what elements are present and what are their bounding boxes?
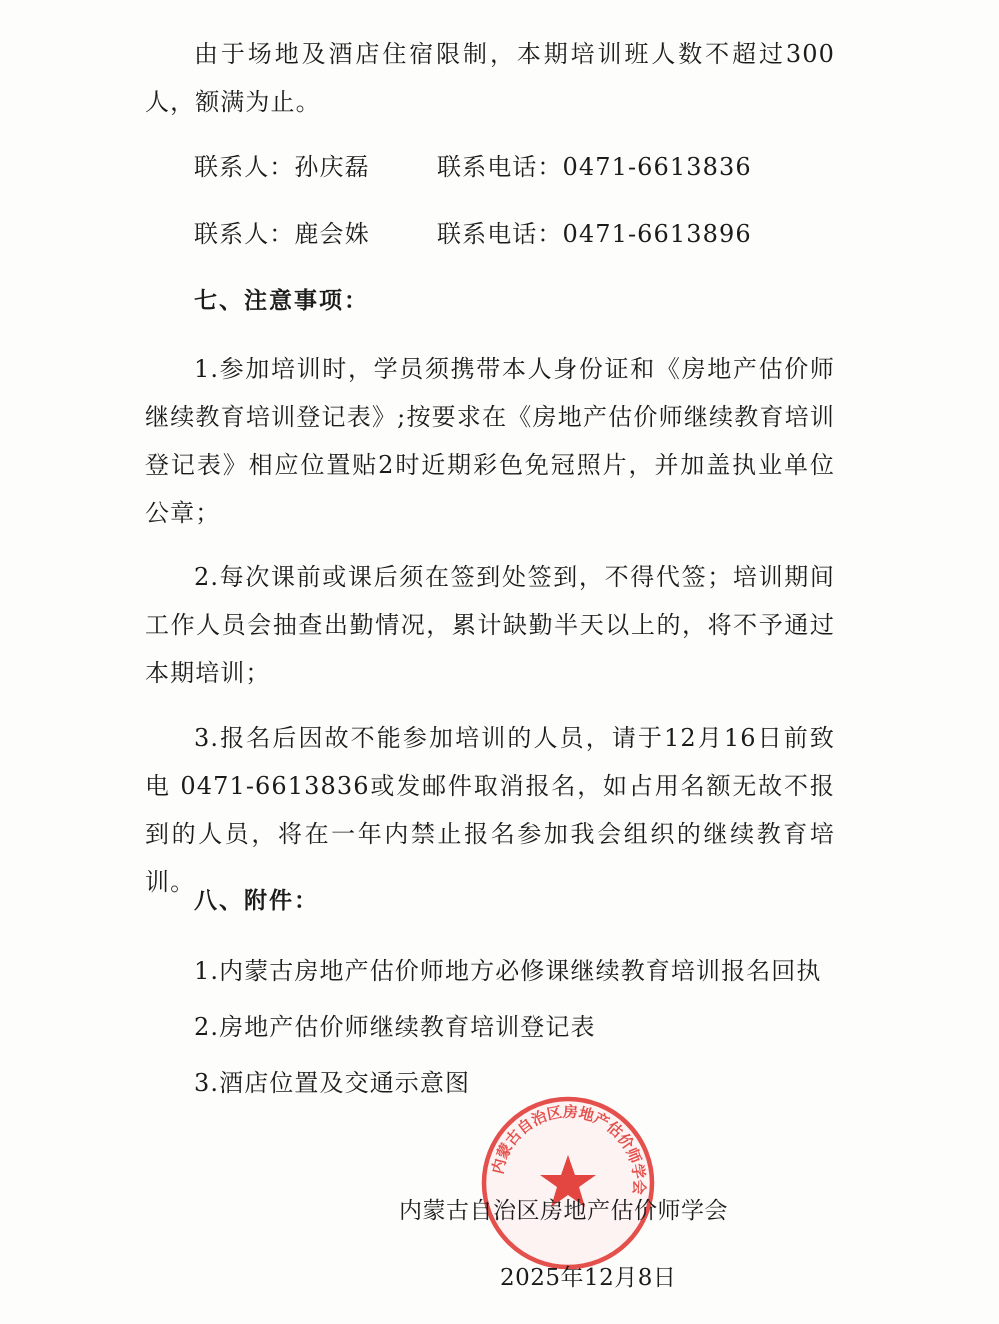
official-seal-stamp	[478, 1093, 658, 1273]
notice-item-2: 2.每次课前或课后须在签到处签到，不得代签；培训期间工作人员会抽查出勤情况，累计缺勤半天以上的，将不予通过本期培训；	[145, 563, 835, 687]
signature-date: 2025年12月8日	[500, 1265, 677, 1291]
contact-1-name: 联系人：孙庆磊	[194, 153, 370, 181]
attachment-item-3: 3.酒店位置及交通示意图	[194, 1069, 471, 1097]
section-8-heading: 八、附件：	[194, 888, 319, 914]
section-7-heading: 七、注意事项：	[194, 288, 369, 314]
attachment-item-1: 1.内蒙古房地产估价师地方必修课继续教育培训报名回执	[194, 957, 822, 985]
notice-item-1: 1.参加培训时，学员须携带本人身份证和《房地产估价师继续教育培训登记表》;按要求在《房地产估价师继续教育培训登记表》相应位置贴2时近期彩色免冠照片，并加盖执业单位公章；	[145, 355, 835, 527]
attachment-item-2: 2.房地产估价师继续教育培训登记表	[194, 1013, 596, 1041]
notice-item-3: 3.报名后因故不能参加培训的人员，请于12月16日前致电 0471-6613836或发邮件取消报名，如占用名额无故不报到的人员，将在一年内禁止报名参加我会组织的继续教育培训。	[145, 724, 835, 896]
contact-1-phone: 联系电话：0471-6613836	[437, 153, 752, 181]
seal-ring-text: 内蒙古自治区房地产估价师学会	[488, 1102, 649, 1196]
paragraph-capacity-limit: 由于场地及酒店住宿限制，本期培训班人数不超过300人，额满为止。	[145, 40, 835, 116]
contact-2-name: 联系人：鹿会姝	[194, 220, 370, 248]
contact-2-phone: 联系电话：0471-6613896	[437, 220, 752, 248]
signature-organization: 内蒙古自治区房地产估价师学会	[399, 1198, 728, 1224]
